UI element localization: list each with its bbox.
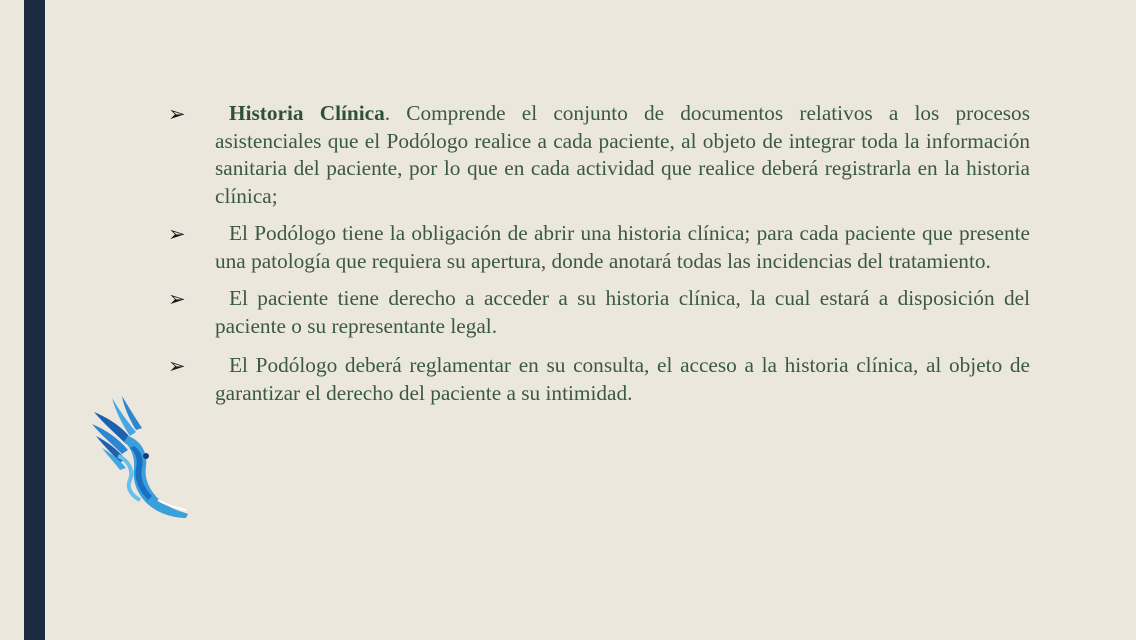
- slide-left-margin: [0, 0, 24, 640]
- arrow-bullet-icon: ➢: [168, 287, 186, 311]
- bullet-item-reglamentar: [166, 352, 1030, 407]
- bullet-item-historia-clinica: [166, 100, 1030, 210]
- bullet-text: [215, 100, 1030, 210]
- arrow-bullet-icon: ➢: [168, 102, 186, 126]
- bullet-body: El Podólogo deberá reglamentar en su consulta, el acceso a la historia clínica, al objeto de garantizar el derecho del paciente a su intimidad.: [215, 353, 1030, 405]
- bullet-bold-term: Historia Clínica: [229, 101, 385, 125]
- bullet-body: El paciente tiene derecho a acceder a su historia clínica, la cual estará a disposición del paciente o su representante legal.: [215, 286, 1030, 338]
- slide-accent-bar: [24, 0, 45, 640]
- arrow-bullet-icon: ➢: [168, 354, 186, 378]
- arrow-bullet-icon: ➢: [168, 222, 186, 246]
- bullet-body: El Podólogo tiene la obligación de abrir una historia clínica; para cada paciente que presente una patología que requiera su apertura, donde anotará todas las incidencias del tratamiento.: [215, 221, 1030, 273]
- bullet-text: [215, 285, 1030, 340]
- bullet-body: . Comprende el conjunto de documentos relativos a los procesos asistenciales que el Podólogo realice a cada paciente, al objeto de integrar toda la información sanitaria del paciente, por lo que en cada actividad que realice deberá registrarla en la historia clínica;: [215, 101, 1030, 208]
- winged-foot-logo-icon: [88, 396, 190, 520]
- bullet-item-derecho-acceso: [166, 285, 1030, 340]
- bullet-item-obligacion: [166, 220, 1030, 275]
- foot-icon: [118, 436, 188, 518]
- bullet-text: [215, 220, 1030, 275]
- bullet-text: [215, 352, 1030, 407]
- slide-content: [166, 100, 1030, 417]
